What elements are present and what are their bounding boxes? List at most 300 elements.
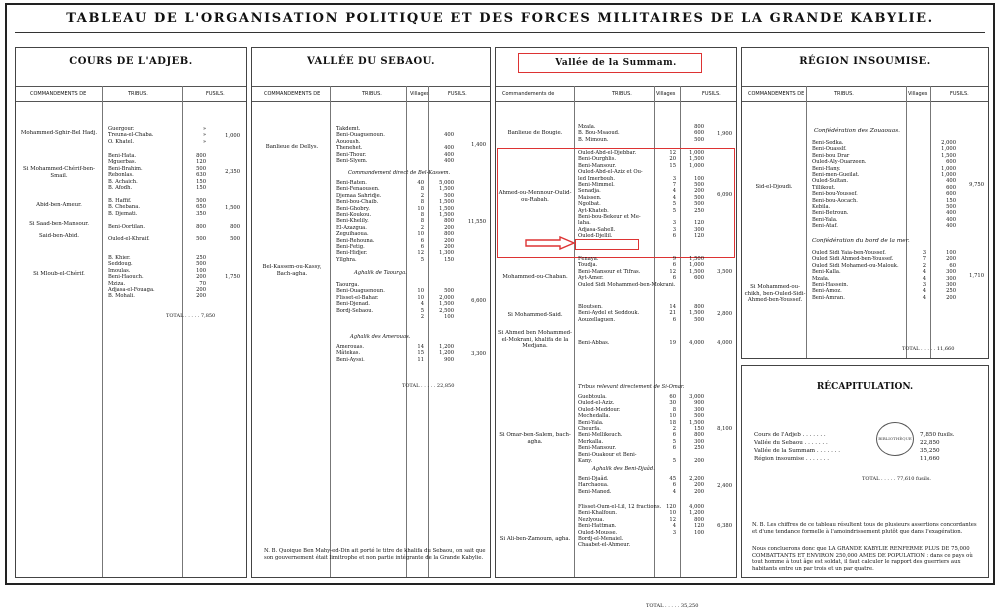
divider xyxy=(806,86,807,358)
fusils-value: 800 xyxy=(694,516,704,523)
tribe-name: Yllghra. xyxy=(336,256,357,263)
recapitulation-box xyxy=(741,365,989,578)
fusils-value: 400 xyxy=(444,151,454,158)
fusils-value: 100 xyxy=(694,529,704,536)
tribe-name: Mâtekas. xyxy=(336,350,361,357)
section-cours-adjeb xyxy=(15,47,247,578)
fusils-value: 200 xyxy=(694,188,704,195)
tribe-name: Mzaïa. xyxy=(812,275,830,282)
fusils-value: 400 xyxy=(444,132,454,139)
tribe-name: Beni-Oortilan. xyxy=(108,224,145,230)
section-vallee-summam xyxy=(495,47,737,609)
villages-value: 6 xyxy=(672,262,676,269)
section-title: VALLÉE DU SEBAOU. xyxy=(307,56,435,67)
recap-value: 35,250 xyxy=(920,448,940,454)
fusils-value: 250 xyxy=(694,207,704,214)
commandant-name: Si Mohammed-Said. xyxy=(507,312,563,318)
tribe-name: B. Achaich. xyxy=(108,178,138,185)
tribe-name: Beni-bou-Youssef. xyxy=(812,191,858,198)
fusils-value: 1,000 xyxy=(941,172,956,178)
fusils-value: 1,500 xyxy=(439,301,454,308)
recap-total-row: TOTAL . . . . . 77,610 fusils. xyxy=(862,476,931,482)
fusils-value: » xyxy=(202,138,206,145)
fusils-value: 300 xyxy=(946,275,956,282)
tribe-name: Aouoush. xyxy=(336,138,361,145)
fusils-value: 250 xyxy=(196,255,206,261)
highlight-box-tribe xyxy=(575,239,639,250)
fusils-subtotal: 6,090 xyxy=(717,191,732,198)
tribe-name: Harchaoua. xyxy=(578,482,609,489)
fusils-value: 200 xyxy=(196,287,206,293)
fusils-value: 200 xyxy=(444,244,454,250)
fusils-value: 1,000 xyxy=(941,146,956,153)
divider xyxy=(406,86,407,577)
tribe-name: Beni-Hata. xyxy=(108,153,137,159)
villages-value: 10 xyxy=(417,294,424,301)
recap-total-value: 77,610 fusils. xyxy=(896,476,931,482)
fusils-value: 100 xyxy=(694,175,704,182)
divider xyxy=(102,86,103,577)
fusils-subtotal: 6,600 xyxy=(471,298,486,305)
fusils-value: 350 xyxy=(196,210,206,217)
villages-value: 11 xyxy=(417,356,424,363)
tribe-name: Beni-Mellikeuch. xyxy=(578,432,623,439)
header-fusils: FUSILS. xyxy=(702,91,721,97)
fusils-value: 1,500 xyxy=(689,310,704,317)
fusils-subtotal: 1,900 xyxy=(717,130,732,137)
subsection-label: Aghalik des Amerouas. xyxy=(350,334,411,340)
villages-value: 5 xyxy=(672,207,676,214)
tribe-name: Ouled Sidi Ahmed-ben-Youssef. xyxy=(812,256,894,263)
fusils-value: 200 xyxy=(444,224,454,231)
tribe-name: Ouled Sidi Yaia-ben-Youssef. xyxy=(812,250,886,256)
fusils-value: 400 xyxy=(946,178,956,185)
tribe-name: Mzaïa. xyxy=(578,124,596,130)
villages-value: 6 xyxy=(420,237,424,244)
fusils-value: 100 xyxy=(196,267,206,274)
fusils-value: 120 xyxy=(694,523,704,530)
tribe-name: Thenehet. xyxy=(336,145,363,152)
villages-value: 45 xyxy=(669,476,676,482)
highlight-box-title xyxy=(518,53,702,73)
tribe-name: Toudja. xyxy=(578,262,598,269)
tribe-name: Beni-bou-Aocach. xyxy=(812,197,858,204)
tribe-name: Beni-Ouaguenoun. xyxy=(336,132,385,139)
fusils-value: 2,000 xyxy=(941,140,956,146)
fusils-value: 500 xyxy=(196,236,206,242)
tribe-name: Beni-Slyem. xyxy=(336,158,368,164)
total-row: TOTAL . . . . . 35,250 xyxy=(646,603,699,609)
header-fusils: FUSILS. xyxy=(448,91,467,97)
fusils-value: 4,000 xyxy=(689,504,704,510)
villages-value: 5 xyxy=(420,256,424,263)
tribe-name: Beni-Ourghlis. xyxy=(578,156,616,163)
tribe-name: Kany. xyxy=(578,458,593,464)
fusils-value: 300 xyxy=(946,269,956,276)
divider xyxy=(930,86,931,358)
fusils-value: 250 xyxy=(946,288,956,295)
villages-value: 6 xyxy=(672,275,676,282)
villages-value: 3 xyxy=(672,529,676,536)
recap-title: RÉCAPITULATION. xyxy=(816,382,914,392)
fusils-value: 100 xyxy=(946,250,956,256)
tribe-name: Beni-Hassein. xyxy=(812,282,849,288)
tribe-name: Ouled Sidi Mohammed-ben-Mokrani. xyxy=(578,281,676,288)
villages-value: 8 xyxy=(420,199,424,206)
fusils-value: 500 xyxy=(694,413,704,420)
villages-value: 3 xyxy=(922,282,926,288)
fusils-value: 120 xyxy=(196,159,206,166)
total-label: TOTAL xyxy=(902,346,920,352)
tribe-name: Beni-Djenad. xyxy=(336,301,370,308)
tribe-name: Amerouas. xyxy=(336,344,365,350)
tribe-name: Fenaya. xyxy=(578,256,599,262)
tribe-name: Treuna-el-Chaba. xyxy=(108,132,154,139)
tribe-name: Beni-Amran. xyxy=(812,294,845,301)
fusils-subtotal: 11,550 xyxy=(467,218,486,225)
tribe-name: Ouled-el-Aziz. xyxy=(578,400,615,407)
villages-value: 6 xyxy=(672,316,676,323)
fusils-value: 800 xyxy=(444,218,454,225)
fusils-subtotal: 1,750 xyxy=(225,274,240,281)
fusils-value: 1,500 xyxy=(439,199,454,206)
tribe-name: Beni-Mimmel. xyxy=(578,182,615,188)
villages-value: 12 xyxy=(669,268,676,275)
fusils-value: 500 xyxy=(196,165,206,172)
tribe-name: Beni-Yala. xyxy=(578,419,604,426)
tribe-name: Beni-Ouakour et Beni- xyxy=(578,451,637,458)
tribe-name: Beni-Khalfoun. xyxy=(578,510,617,517)
header-tribus: TRIBUS. xyxy=(612,91,632,97)
fusils-value: 5,000 xyxy=(439,180,454,186)
fusils-value: 900 xyxy=(694,400,704,407)
tribe-name: Maissen. xyxy=(578,194,602,201)
fusils-value: 1,500 xyxy=(689,419,704,426)
villages-value: 12 xyxy=(669,516,676,523)
villages-value: 8 xyxy=(420,218,424,225)
tribe-name: Beni-Mansour. xyxy=(578,445,617,452)
fusils-value: 1,500 xyxy=(689,268,704,275)
library-stamp: BIBLIOTHÈQUE xyxy=(876,422,914,456)
villages-value: 9 xyxy=(672,256,676,262)
tribe-name: Guebtoula. xyxy=(578,394,607,400)
villages-value: 10 xyxy=(417,231,424,238)
tribe-name: Beni-Koukou. xyxy=(336,212,372,218)
fusils-value: 120 xyxy=(694,220,704,227)
tribe-name: Beni-Hidjer. xyxy=(336,250,368,257)
header-villages: Villages xyxy=(908,91,928,97)
villages-value: 4 xyxy=(922,275,926,282)
fusils-value: 800 xyxy=(694,124,704,130)
tribe-name: Beni-bou-Bekeur et Me- xyxy=(578,214,641,220)
fusils-value: 200 xyxy=(196,293,206,300)
tribe-name: Beni-Fetig. xyxy=(336,244,365,250)
fusils-value: 150 xyxy=(946,197,956,204)
tribe-name: Cheurfa. xyxy=(578,426,601,432)
fusils-value: 630 xyxy=(196,172,206,179)
tribe-name: Flisset-el-Bahar. xyxy=(336,294,379,301)
villages-value: 10 xyxy=(417,288,424,295)
villages-value: 4 xyxy=(672,523,676,530)
fusils-value: 500 xyxy=(694,194,704,201)
commandant-name: Si Mohammed-ou-chikh, ben-Ouled-Sidi-Ahmed-ben-Youssef. xyxy=(744,284,806,304)
recap-label: Vallée de la Summam . . . . . . . xyxy=(754,448,840,454)
tribe-name: B. Mimoun. xyxy=(578,136,609,143)
villages-value: 6 xyxy=(672,445,676,452)
villages-value: 5 xyxy=(672,201,676,208)
villages-value: 5 xyxy=(420,307,424,314)
section-title: RÉGION INSOUMISE. xyxy=(799,56,931,67)
fusils-subtotal: 1,000 xyxy=(225,132,240,139)
tribe-name: Ouled-el-Khraif. xyxy=(108,236,150,242)
commandant-name: Si Ahmed ben Mohammed-el-Mokrani, khalifa de la Medjana. xyxy=(498,330,572,350)
villages-value: 4 xyxy=(922,294,926,301)
fusils-value: 3,000 xyxy=(689,394,704,400)
title-rule xyxy=(15,32,985,33)
tribe-name: Mziza. xyxy=(108,280,126,287)
tribe-name: Zeguihaoua. xyxy=(336,231,369,238)
fusils-value: 200 xyxy=(946,294,956,301)
fusils-value: 800 xyxy=(444,231,454,238)
villages-value: 15 xyxy=(417,350,424,357)
fusils-value: 1,500 xyxy=(439,205,454,212)
commandant-name: Ahmed-ou-Mennour-Oulid-ou-Rabah. xyxy=(498,190,572,203)
fusils-value: » xyxy=(202,126,206,132)
villages-value: 12 xyxy=(417,250,424,257)
tribe-name: led Imerbouh. xyxy=(578,175,615,182)
tribe-name: Bloutsen. xyxy=(578,304,603,310)
tribe-name: Beni-Thour. xyxy=(336,151,367,158)
villages-value: 10 xyxy=(669,510,676,517)
villages-value: 2 xyxy=(420,224,424,231)
fusils-value: 500 xyxy=(946,204,956,210)
fusils-subtotal: 3,500 xyxy=(717,269,732,275)
villages-value: 60 xyxy=(669,394,676,400)
tribe-name: Beni-Rehouna. xyxy=(336,237,375,244)
column-header xyxy=(16,86,246,102)
tribe-name: Beni-men-Gueilat. xyxy=(812,172,860,178)
recap-value: 22,850 xyxy=(920,440,940,446)
recap-value: 7,850 fusils. xyxy=(920,432,955,438)
header-tribus: TRIBUS. xyxy=(128,91,148,97)
fusils-value: 1,200 xyxy=(689,510,704,517)
tribe-name: Merkalla. xyxy=(578,438,604,445)
fusils-value: 500 xyxy=(196,198,206,204)
tribe-name: Ouled Sidi Mohamed-ou-Malouk. xyxy=(812,262,899,269)
total-label: TOTAL xyxy=(402,383,420,389)
tribe-name: B. Djemati. xyxy=(108,210,138,217)
villages-value: 20 xyxy=(669,156,676,163)
villages-value: 4 xyxy=(420,301,424,308)
section-region-insoumise xyxy=(741,47,989,359)
fusils-value: » xyxy=(202,132,206,139)
tribe-name: Beni-Ouasslf. xyxy=(812,146,847,153)
tribe-name: Beni-Sedka. xyxy=(812,140,844,146)
recap-label: Cours de l'Adjeb . . . . . . . xyxy=(754,432,826,438)
tribe-name: Rebonlas. xyxy=(108,172,134,179)
total-value: 35,250 xyxy=(680,603,699,609)
fusils-value: 400 xyxy=(946,216,956,223)
tribe-name: Ouled-Aly-Ouarzeen. xyxy=(812,159,867,166)
villages-value: 2 xyxy=(922,262,926,269)
fusils-value: 1,000 xyxy=(689,150,704,156)
villages-value: 6 xyxy=(672,432,676,439)
fusils-value: 400 xyxy=(946,223,956,230)
villages-value: 4 xyxy=(922,288,926,295)
divider xyxy=(428,86,429,577)
section-title: COURS DE L'ADJEB. xyxy=(69,56,193,67)
fusils-value: 600 xyxy=(946,184,956,191)
tribe-name: Ayt-Khateb. xyxy=(578,207,609,214)
fusils-value: 500 xyxy=(694,182,704,188)
commandant-name: Si Ali-ben-Zamoum, agha. xyxy=(499,536,571,542)
subsection-label: Aghalik de Taourga. xyxy=(354,270,407,276)
tribe-name: laha. xyxy=(578,220,591,227)
tribe-name: B. Haffif. xyxy=(108,198,132,204)
divider xyxy=(330,86,331,577)
recap-label: Vallée du Sebaou . . . . . . . xyxy=(754,440,828,446)
villages-value: 4 xyxy=(672,194,676,201)
tribe-name: B. Chebana. xyxy=(108,204,140,211)
header-villages: Villages xyxy=(656,91,676,97)
fusils-value: 60 xyxy=(949,262,956,269)
fusils-value: 150 xyxy=(694,426,704,432)
tribe-name: Beni-Betroun. xyxy=(812,210,849,217)
total-label: TOTAL xyxy=(166,313,184,319)
tribe-name: Ayt-Amer. xyxy=(578,275,604,282)
tribe-name: Beni-bou-Chaib. xyxy=(336,199,379,206)
tribe-name: B. Khier. xyxy=(108,255,131,261)
header-fusils: FUSILS. xyxy=(206,91,225,97)
villages-value: 6 xyxy=(672,482,676,489)
total-row: TOTAL . . . . . 7,850 xyxy=(166,313,216,319)
subsection-label: Aghalik des Beni-Djaâd. xyxy=(592,466,655,472)
fusils-subtotal: 2,800 xyxy=(717,310,732,317)
villages-value: 14 xyxy=(669,304,676,310)
commandant-name: Abid-ben-Ameur. xyxy=(36,201,82,208)
confederation-label: Confédération des Zouaouas. xyxy=(814,128,901,134)
tribe-name: Beni-Khelily. xyxy=(336,218,369,225)
fusils-value: 300 xyxy=(694,226,704,233)
header-commandements: COMMANDEMENTS DE xyxy=(264,91,321,97)
section-title: Vallée de la Summam. xyxy=(555,58,677,68)
commandant-name: Sid-el-Djoudi. xyxy=(755,184,793,190)
tribe-name: Beni-Amoz. xyxy=(812,288,842,295)
fusils-value: 500 xyxy=(444,288,454,295)
villages-value: 18 xyxy=(669,419,676,426)
tribe-name: Beni-Djaâd. xyxy=(578,476,609,482)
fusils-value: 800 xyxy=(694,432,704,439)
villages-value: 15 xyxy=(669,162,676,169)
fusils-value: 1,200 xyxy=(439,344,454,350)
total-label: TOTAL xyxy=(646,603,664,609)
villages-value: 6 xyxy=(420,244,424,250)
footnote: N. B. Quoique Ben Mahy-ed-Din ait porté le titre de khalifa du Sebaou, on sait que son gouvernement était limitrophe et non partie intégrante de la Grande Kabylie. xyxy=(264,548,486,561)
fusils-value: 300 xyxy=(694,406,704,413)
villages-value: 3 xyxy=(672,226,676,233)
tribe-name: Mguerbas. xyxy=(108,159,137,166)
fusils-value: 300 xyxy=(694,438,704,445)
fusils-value: 200 xyxy=(694,482,704,489)
villages-value: 6 xyxy=(672,233,676,240)
tribe-name: Beni-Yala. xyxy=(812,216,838,223)
section-vallee-sebaou xyxy=(251,47,491,578)
tribe-name: Ngolbat. xyxy=(578,201,601,208)
tribe-name: Beni-bou Drar xyxy=(812,152,850,159)
tribe-name: O. Khatel. xyxy=(108,138,135,145)
subsection-label: Tribus relevant directement de Si-Omar. xyxy=(578,384,685,390)
fusils-value: 2,200 xyxy=(689,476,704,482)
fusils-value: 1,500 xyxy=(941,152,956,159)
fusils-value: 150 xyxy=(196,178,206,185)
column-header xyxy=(252,86,490,102)
tribe-name: Ouled-Abd-el-Aziz et Ou- xyxy=(578,169,643,176)
fusils-value: 500 xyxy=(196,261,206,268)
tribe-name: Beni-Mansour et Tifras. xyxy=(578,268,641,275)
villages-value: 8 xyxy=(420,186,424,193)
commandant-name: Mohammed-Sghir-Bel Hadj. xyxy=(20,129,98,136)
tribe-name: Beni-Maned. xyxy=(578,488,612,495)
villages-value: 30 xyxy=(669,400,676,407)
fusils-value: 800 xyxy=(196,224,206,230)
fusils-subtotal: 8,100 xyxy=(717,426,732,433)
header-fusils: FUSILS. xyxy=(950,91,969,97)
tribe-name: Beni-Haouch. xyxy=(108,274,144,281)
tribe-name: Djemaa Sahridje. xyxy=(336,192,382,199)
fusils-value: 200 xyxy=(946,256,956,263)
fusils-value: 1,500 xyxy=(689,256,704,262)
tribe-name: Flisset-Oum-el-Lil, 12 fractions. xyxy=(578,504,662,510)
fusils-subtotal: 3,300 xyxy=(471,350,486,357)
recap-value: 11,660 xyxy=(920,456,940,462)
fusils-value: 500 xyxy=(444,192,454,199)
total-value: 22,850 xyxy=(436,383,455,389)
villages-value: 4 xyxy=(672,188,676,195)
fusils-subtotal: 1,400 xyxy=(471,142,486,149)
fusils-value: 100 xyxy=(444,314,454,320)
tribe-name: Guergour. xyxy=(108,126,135,132)
villages-value: 3 xyxy=(672,220,676,227)
villages-value: 2 xyxy=(672,426,676,432)
commandant-name: Banlieue de Bougie. xyxy=(507,130,563,136)
villages-value: 40 xyxy=(417,180,424,186)
divider xyxy=(906,86,907,358)
fusils-value: 500 xyxy=(694,136,704,143)
tribe-name: Taourga. xyxy=(336,282,360,288)
tribe-name: Takdemt. xyxy=(336,126,361,132)
fusils-value: 600 xyxy=(946,159,956,166)
tribe-name: Beni-Raten. xyxy=(336,180,367,186)
total-value: 7,850 xyxy=(200,313,216,319)
page-title: TABLEAU DE L'ORGANISATION POLITIQUE ET DES FORCES MILITAIRES DE LA GRANDE KABYLIE. xyxy=(66,11,934,26)
fusils-value: 150 xyxy=(444,256,454,263)
villages-value: 21 xyxy=(669,310,676,317)
villages-value: 7 xyxy=(672,182,676,188)
tribe-name: Beni-Abbas. xyxy=(578,340,610,346)
commandant-name: Si Saad-ben-Mansour. xyxy=(29,221,89,228)
total-row: TOTAL . . . . . 11,660 xyxy=(902,346,955,352)
tribe-name: Adjasa-el-Fouaga. xyxy=(108,287,155,293)
fusils-value: 200 xyxy=(444,237,454,244)
commandant-name: Si Mohammed-Chérif-ben-Smail. xyxy=(23,166,95,179)
fusils-value: 1,500 xyxy=(439,212,454,218)
fusils-value: 2,000 xyxy=(439,294,454,301)
fusils-value: 120 xyxy=(694,233,704,240)
tribe-name: Mechedalla. xyxy=(578,413,611,420)
villages-value: 2 xyxy=(420,314,424,320)
fusils-value: 4,000 xyxy=(689,340,704,346)
villages-value: 7 xyxy=(922,256,926,263)
